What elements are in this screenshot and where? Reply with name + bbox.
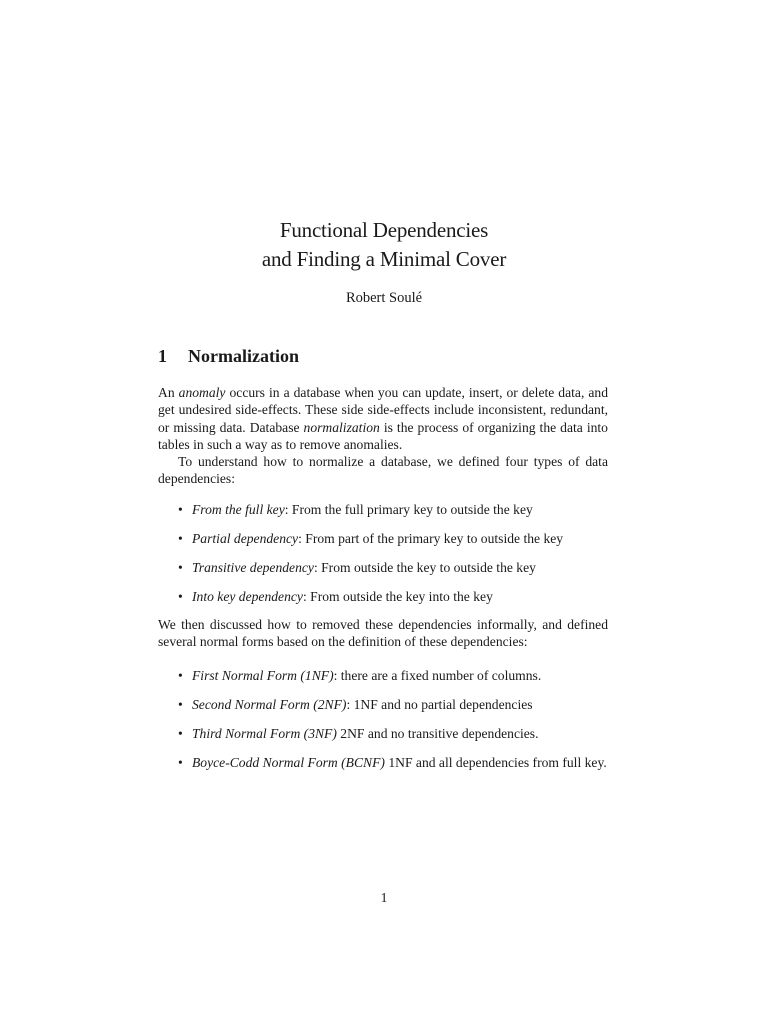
paragraph-anomaly <box>158 384 608 454</box>
title-line-2: and Finding a Minimal Cover <box>261 247 507 271</box>
item-term: Partial dependency <box>192 531 299 546</box>
page-number: 1 <box>380 890 388 905</box>
para1-term-normalization: normalization <box>303 419 380 435</box>
list-item <box>158 588 608 605</box>
bullet-glyph: • <box>178 531 183 546</box>
para1-term-anomaly: anomaly <box>178 385 226 400</box>
bullet-glyph: • <box>178 589 183 604</box>
item-text: 1NF and all dependencies from full key. <box>384 755 607 770</box>
item-text: : From the full primary key to outside the key <box>284 502 533 517</box>
bullet-glyph: • <box>178 726 183 741</box>
list-item <box>158 530 608 547</box>
title-line-1: Functional Dependencies <box>279 218 489 242</box>
list-item <box>158 754 608 771</box>
bullet-glyph: • <box>178 560 183 575</box>
section-title: Normalization <box>188 346 299 366</box>
item-text: : From part of the primary key to outside the key <box>298 531 564 546</box>
item-text: : From outside the key to outside the key <box>313 560 536 575</box>
para1-text-3: is the process of organizing the data into tables in such a way as to remove anomalies. <box>158 419 608 453</box>
paragraph-dependencies-intro: To understand how to normalize a database, we defined four types of data dependencies: <box>158 454 608 487</box>
item-term: Into key dependency <box>192 589 303 604</box>
item-text: : From outside the key into the key <box>302 589 493 604</box>
section-number: 1 <box>158 346 167 366</box>
item-term: Second Normal Form (2NF) <box>192 697 347 712</box>
para1-text-2: occurs in a database when you can update, insert, or delete data, and get undesired side-effects. These side side-effects include inconsistent, redundant, or missing data. Database <box>158 385 608 435</box>
author-name: Robert Soulé <box>345 290 423 306</box>
list-item <box>158 559 608 576</box>
para1-text-1: An <box>158 385 179 400</box>
item-term: Boyce-Codd Normal Form (BCNF) <box>192 755 385 770</box>
document-title <box>0 216 768 274</box>
item-text: 2NF and no transitive dependencies. <box>336 726 539 741</box>
item-term: First Normal Form (1NF) <box>192 668 334 683</box>
paragraph-normal-forms-intro: We then discussed how to removed these dependencies informally, and defined several normal forms based on the definition of these dependencies: <box>158 617 608 650</box>
bullet-glyph: • <box>178 668 183 683</box>
list-item <box>158 725 608 742</box>
dependency-list <box>158 501 608 617</box>
normal-forms-list <box>158 667 608 783</box>
list-item <box>158 501 608 518</box>
item-term: From the full key <box>192 502 285 517</box>
bullet-glyph: • <box>178 755 183 770</box>
bullet-glyph: • <box>178 502 183 517</box>
section-heading <box>158 346 299 367</box>
bullet-glyph: • <box>178 697 183 712</box>
list-item <box>158 696 608 713</box>
item-text: : 1NF and no partial dependencies <box>346 697 533 712</box>
item-term: Transitive dependency <box>192 560 314 575</box>
list-item <box>158 667 608 684</box>
item-text: : there are a fixed number of columns. <box>333 668 542 683</box>
item-term: Third Normal Form (3NF) <box>192 726 337 741</box>
